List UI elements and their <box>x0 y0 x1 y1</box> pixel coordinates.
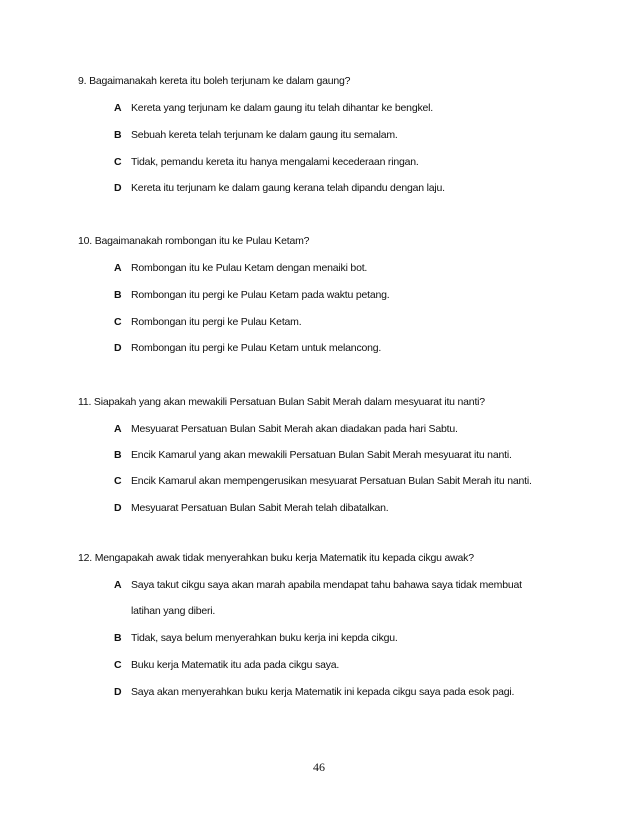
option-letter: C <box>114 475 122 487</box>
question-12-option-c <box>114 658 594 672</box>
option-text: Kereta yang terjunam ke dalam gaung itu telah dihantar ke bengkel. <box>131 102 434 114</box>
option-text: Rombongan itu pergi ke Pulau Ketam. <box>131 316 302 328</box>
option-text: Rombongan itu ke Pulau Ketam dengan menaiki bot. <box>131 262 368 274</box>
question-9-option-c <box>114 155 594 169</box>
question-11-option-a <box>114 422 594 436</box>
page-number: 46 <box>313 760 325 774</box>
question-12-option-d <box>114 685 594 699</box>
option-letter: A <box>114 423 122 435</box>
option-text: Tidak, saya belum menyerahkan buku kerja ini kepda cikgu. <box>131 632 398 644</box>
option-text: Sebuah kereta telah terjunam ke dalam gaung itu semalam. <box>131 129 398 141</box>
option-letter: C <box>114 659 122 671</box>
option-text: Mesyuarat Persatuan Bulan Sabit Merah akan diadakan pada hari Sabtu. <box>131 423 458 435</box>
question-10-option-d <box>114 341 594 355</box>
option-letter: D <box>114 342 122 354</box>
option-letter: B <box>114 129 122 141</box>
option-text: Saya takut cikgu saya akan marah apabila mendapat tahu bahawa saya tidak membuat <box>131 579 522 591</box>
question-10-option-c <box>114 315 594 329</box>
question-10-option-b <box>114 288 594 302</box>
question-10-option-a <box>114 261 594 275</box>
option-text: Buku kerja Matematik itu ada pada cikgu saya. <box>131 659 340 671</box>
option-text: Tidak, pemandu kereta itu hanya mengalami kecederaan ringan. <box>131 156 419 168</box>
option-letter: C <box>114 316 122 328</box>
option-letter: B <box>114 449 122 461</box>
option-letter: A <box>114 579 122 591</box>
option-letter: D <box>114 502 122 514</box>
question-9-option-a <box>114 101 594 115</box>
question-9: 9. Bagaimanakah kereta itu boleh terjunam ke dalam gaung? <box>78 75 351 87</box>
option-text: Kereta itu terjunam ke dalam gaung kerana telah dipandu dengan laju. <box>131 182 445 194</box>
question-11-option-d <box>114 501 594 515</box>
option-text: Saya akan menyerahkan buku kerja Matematik ini kepada cikgu saya pada esok pagi. <box>131 686 515 698</box>
option-letter: C <box>114 156 122 168</box>
option-letter: A <box>114 262 122 274</box>
option-letter: B <box>114 632 122 644</box>
option-text: Rombongan itu pergi ke Pulau Ketam pada waktu petang. <box>131 289 390 301</box>
question-12: 12. Mengapakah awak tidak menyerahkan buku kerja Matematik itu kepada cikgu awak? <box>78 552 474 564</box>
option-text: Rombongan itu pergi ke Pulau Ketam untuk melancong. <box>131 342 382 354</box>
question-12-option-a-continuation: latihan yang diberi. <box>131 605 216 617</box>
question-11-option-b <box>114 448 594 462</box>
question-11: 11. Siapakah yang akan mewakili Persatuan Bulan Sabit Merah dalam mesyuarat itu nanti? <box>78 396 485 408</box>
question-12-option-a <box>114 578 594 592</box>
question-9-option-b <box>114 128 594 142</box>
option-text: Mesyuarat Persatuan Bulan Sabit Merah telah dibatalkan. <box>131 502 389 514</box>
question-12-option-b <box>114 631 594 645</box>
option-text: Encik Kamarul yang akan mewakili Persatuan Bulan Sabit Merah mesyuarat itu nanti. <box>131 449 512 461</box>
option-letter: A <box>114 102 122 114</box>
question-11-option-c <box>114 474 594 488</box>
question-9-option-d <box>114 181 594 195</box>
option-letter: D <box>114 686 122 698</box>
option-letter: B <box>114 289 122 301</box>
option-letter: D <box>114 182 122 194</box>
question-10: 10. Bagaimanakah rombongan itu ke Pulau Ketam? <box>78 235 310 247</box>
option-text: Encik Kamarul akan mempengerusikan mesyuarat Persatuan Bulan Sabit Merah itu nanti. <box>131 475 532 487</box>
